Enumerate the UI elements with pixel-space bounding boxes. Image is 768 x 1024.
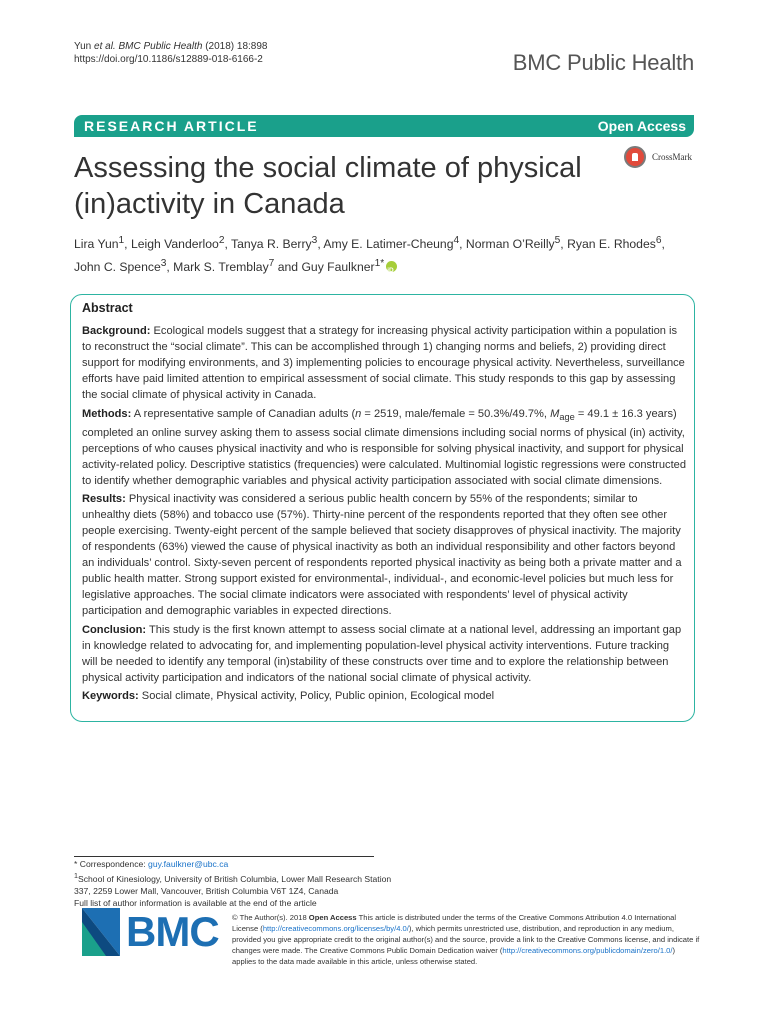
methods-sub: age [559,411,575,422]
copyright: © The Author(s). 2018 [232,913,309,922]
abstract-body [82,323,687,707]
citation-journal: et al. BMC Public Health [94,41,203,52]
author-separator: , [560,237,568,252]
author-name: Ryan E. Rhodes [567,237,656,252]
author-separator: , [459,237,466,252]
author-affiliation: 7 [268,258,275,270]
affiliation-text: School of Kinesiology, University of British Columbia, Lower Mall Research Station 337, 2259 Lower Mall, Vancouver, British Columbia V6T 1Z4, Canada [74,873,392,896]
bmc-logo-icon [82,908,120,956]
article-type-band [74,115,694,137]
author-name: Guy Faulkner [301,260,375,275]
article-type-label: RESEARCH ARTICLE [84,118,259,134]
methods-text: = 2519, male/female = 50.3%/49.7%, [361,407,551,420]
methods-m: M [550,407,560,420]
author-separator: and [274,260,302,275]
citation-header [74,40,267,66]
citation-authors: Yun [74,41,95,52]
author-affiliation: 1* [374,258,385,270]
article-title: Assessing the social climate of physical (in)activity in Canada [74,152,582,220]
author-name: Mark S. Tremblay [173,260,269,275]
methods-n: n [355,407,362,420]
author-affiliation: 1 [118,235,125,246]
author-name: Leigh Vanderloo [130,237,219,252]
background-text: Ecological models suggest that a strategy for increasing physical activity participation within a population is to reconstruct the “social climate”. This can be accomplished through 1) changing norms and beliefs, 2) providing direct support for modifying environments, and 3) implementing policies to encourage physical activity. Nevertheless, surveillance efforts have paid limited attention to empirical assessment of social climate. This study responds to this gap by assessing the social climate of physical activity in Canada. [82,325,685,401]
methods-label: Methods: [82,407,132,420]
license-part: ) applies to the data made available in this article, unless otherwise stated. [232,946,676,966]
bmc-logo-text: BMC [126,908,219,955]
methods-text: = 49.1 ± 16.3 years) completed an online survey asking them to assess social climate dimensions including social norms of physical (in) activity, perceptions of who causes physical inactivity and who is responsible for solving physical inactivity, and support for physical activity-related policy. Descriptive statistics (frequencies) were calculated. Multinomial logistic regressions were constructed to identify whether demographic variables and physical activity participation associated with social climate dimensions. [82,407,687,487]
author-affiliation: 3 [311,235,318,246]
crossmark-badge[interactable] [624,146,704,170]
orcid-icon[interactable] [386,261,397,272]
author-name: Amy E. Latimer-Cheung [323,237,454,252]
license-part: ), which permits unrestricted use, distribution, and reproduction in any medium, provided you give appropriate credit to the original author(s) and the source, provide a link to the Creative Commons license, and indicate if changes were made. The Creative Commons Public Domain Dedication waiver ( [232,924,700,955]
author-separator: , [317,237,324,252]
author-separator: , [166,260,174,275]
author-affiliation: 2 [218,235,225,246]
cc-by-link[interactable]: http://creativecommons.org/licenses/by/4.0/ [262,924,409,933]
author-affiliation: 4 [453,235,460,246]
abstract-heading: Abstract [82,301,133,315]
footnote-rule [74,856,374,857]
journal-name: BMC Public Health [512,50,694,75]
full-list-note: Full list of author information is available at the end of the article [74,897,317,908]
keywords-text: Social climate, Physical activity, Policy, Public opinion, Ecological model [138,690,495,703]
open-access-label: Open Access [597,118,686,134]
citation-year: (2018) 18:898 [202,41,268,52]
abstract-conclusion [82,622,687,686]
author-name: John C. Spence [74,260,161,275]
correspondence-email[interactable]: guy.faulkner@ubc.ca [148,859,229,869]
author-separator: , [224,237,232,252]
keywords-label: Keywords: [82,690,139,703]
abstract-keywords [82,688,687,704]
author-name: Lira Yun [74,237,119,252]
correspondence-label: * Correspondence: [74,859,149,869]
results-label: Results: [82,493,126,506]
methods-text: A representative sample of Canadian adults ( [131,407,356,420]
abstract-results [82,491,687,619]
bmc-logo [82,908,219,956]
author-affiliation: 6 [655,235,662,246]
license-open-access: Open Access [308,913,357,922]
author-separator: , [661,237,665,252]
crossmark-label: CrossMark [652,152,692,162]
license-text [232,912,700,967]
conclusion-label: Conclusion: [82,623,147,636]
license-part: This article is distributed under the terms of the Creative Commons Attribution 4.0 International License ( [232,913,677,933]
abstract-methods [82,406,687,489]
footnote [74,858,394,909]
author-affiliation: 3 [160,258,167,270]
results-text: Physical inactivity was considered a serious public health concern by 55% of the respondents; similar to unhealthy diets (58%) and tobacco use (57%). Thirty-nine percent of the respondents reported that they often see other people exercising. Twenty-eight percent of the sample believed that society disapproves of physical inactivity. The majority of respondents (63%) viewed the cause of physical inactivity as both an individual responsibility and other factors beyond an individuals’ control. Sixty-seven percent of respondents reported physical inactivity as being both a private matter and a public health matter. Strong support existed for environmental-, individual-, and economic-level policies but much less for legislative approaches. The social climate indicators were associated with respondents’ level of physical activity participation and demographic variables in expected directions. [82,493,682,618]
author-name: Tanya R. Berry [231,237,312,252]
conclusion-text: This study is the first known attempt to assess social climate at a national level, addressing an important gap in knowledge related to advocating for, and implementing population-level physical activity interventions. Future tracking will be needed to identify any temporal (in)stability of these constructs over time and to explore the relationship between physical activity participation and indicators of the national social climate of physical activity. [82,623,682,684]
background-label: Background: [82,325,151,337]
affiliation-sup: 1 [74,872,78,880]
author-name: Norman O’Reilly [465,237,555,252]
abstract-background [82,323,687,403]
doi-link[interactable]: https://doi.org/10.1186/s12889-018-6166-2 [74,54,263,65]
author-separator: , [124,237,131,252]
author-list [74,231,674,277]
crossmark-icon [624,146,646,168]
cc-zero-link[interactable]: http://creativecommons.org/publicdomain/zero/1.0/ [502,946,673,955]
author-affiliation: 5 [554,235,561,246]
